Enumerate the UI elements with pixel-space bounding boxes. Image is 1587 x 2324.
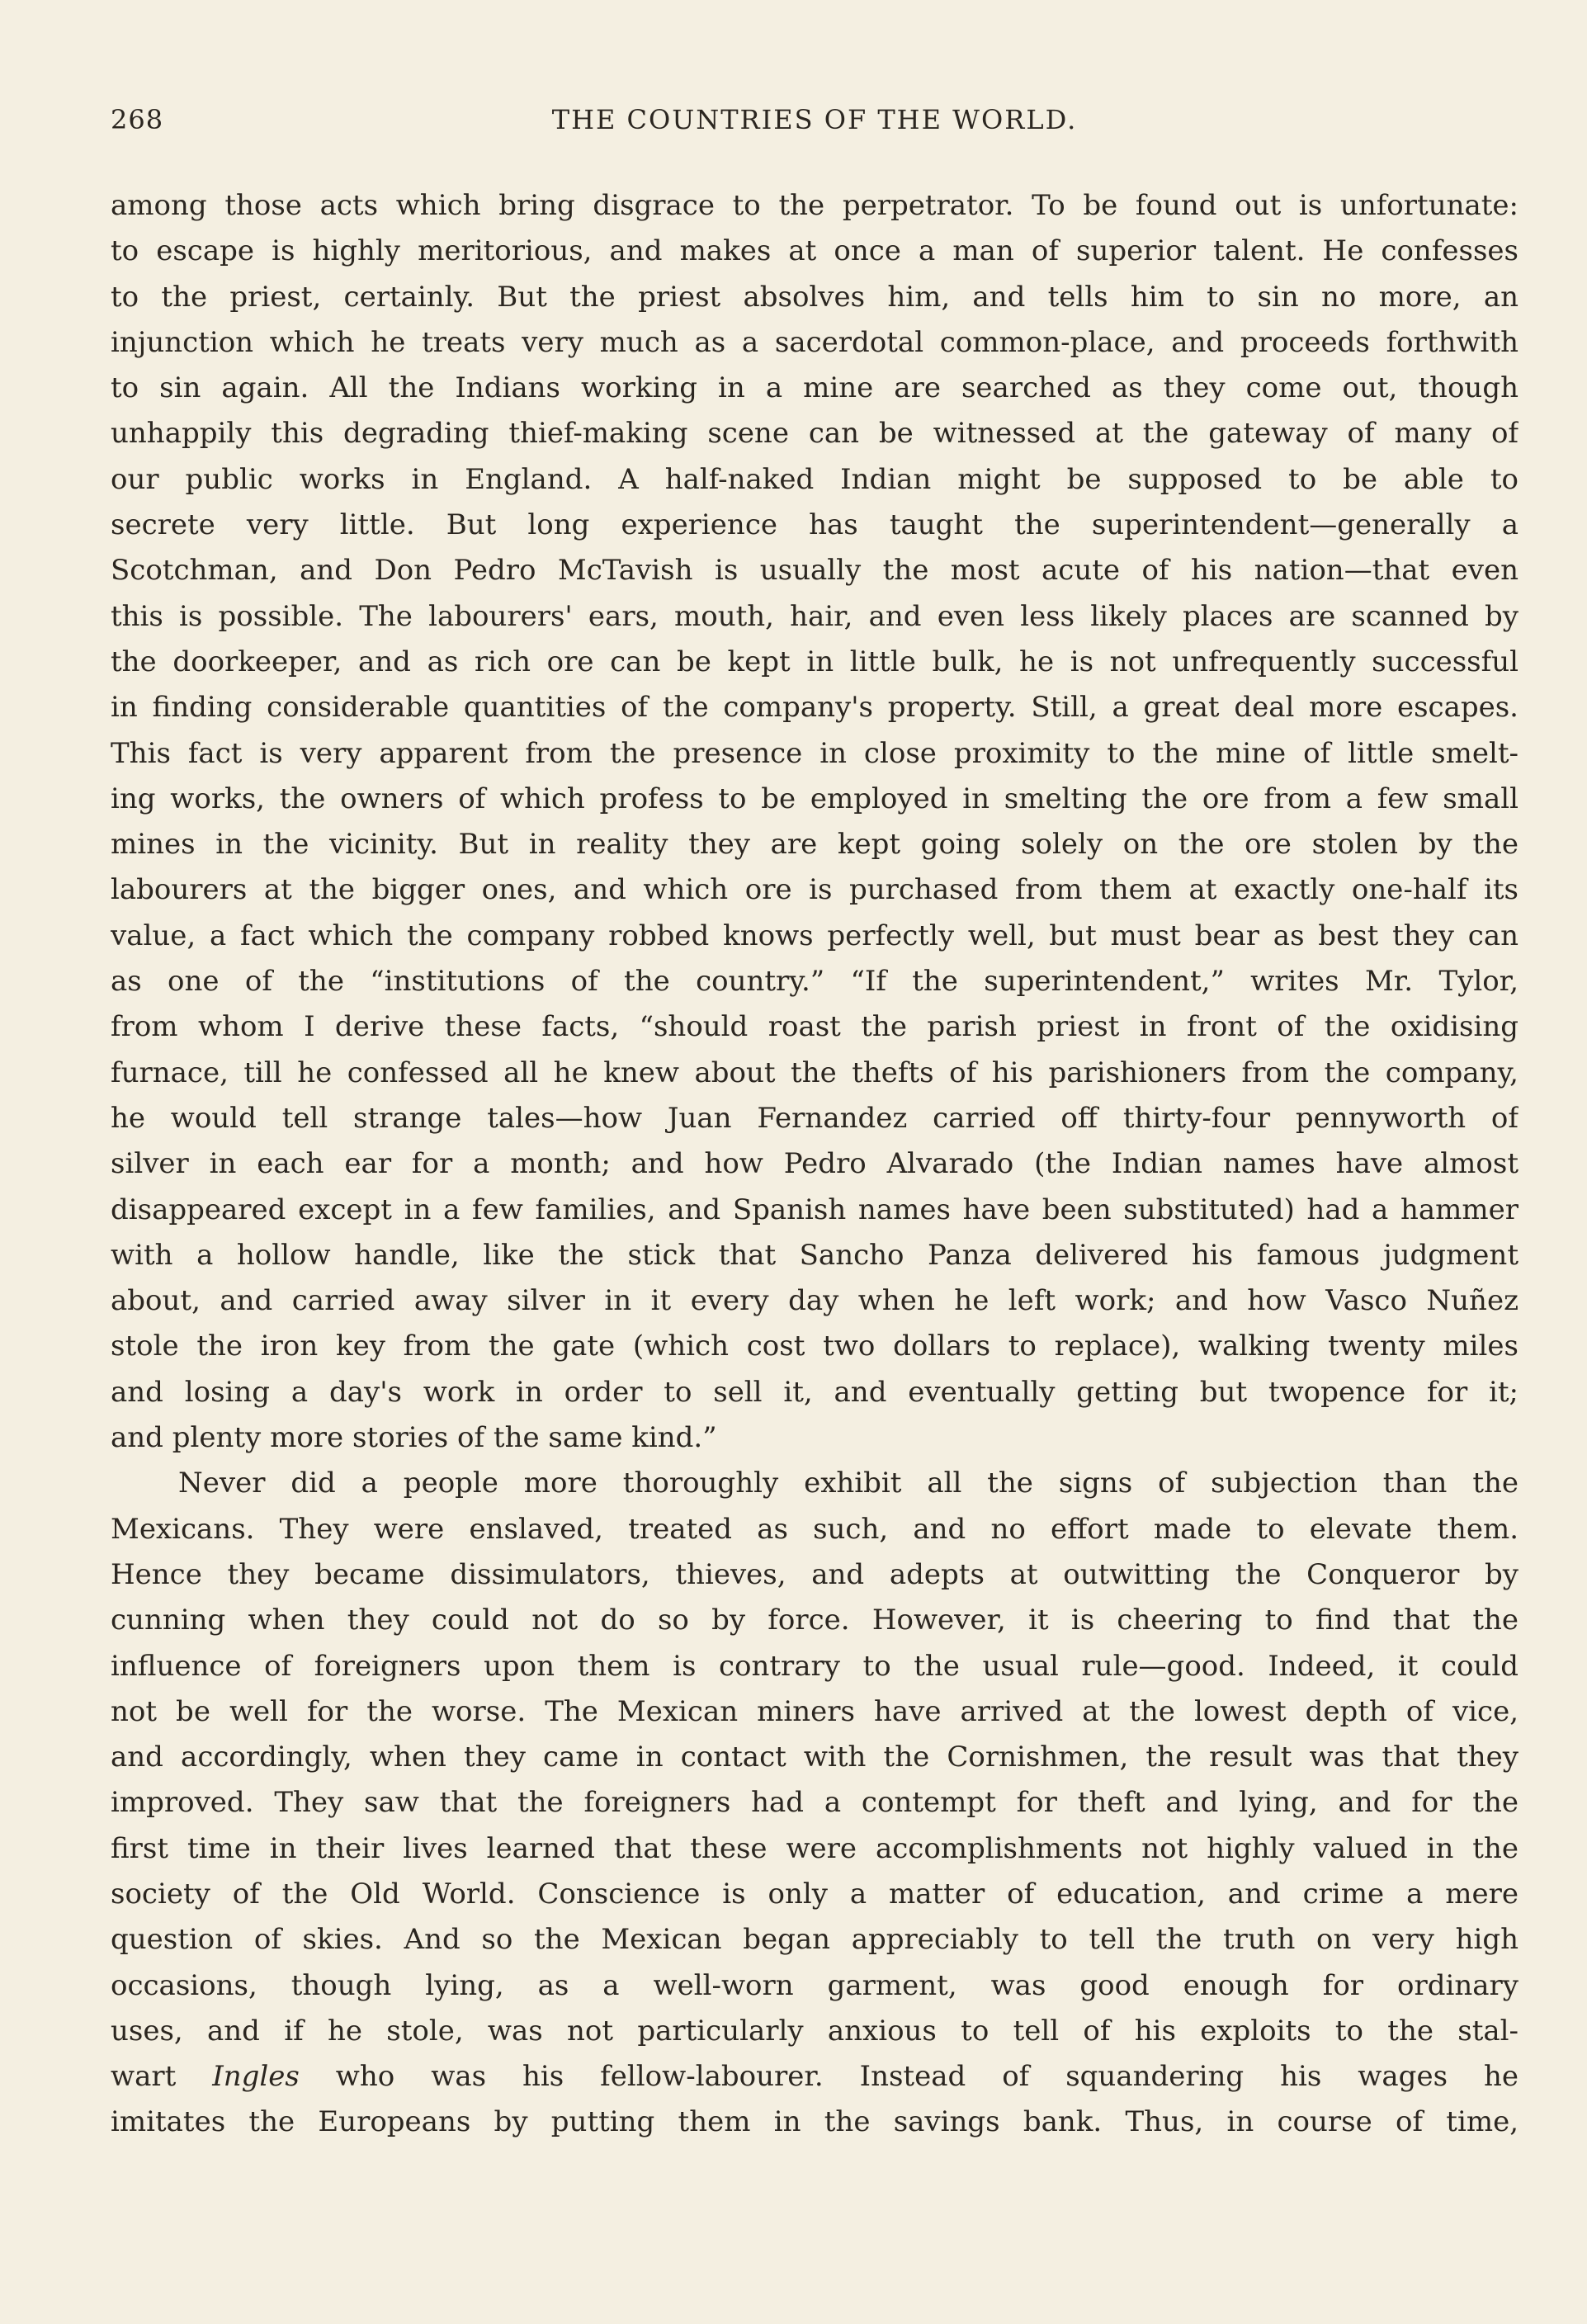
text-line: not be well for the worse. The Mexican miners have arrived at the lowest depth of vice, [111, 1694, 1519, 1728]
text-line: This fact is very apparent from the presence in close proximity to the mine of little smelt- [111, 736, 1519, 770]
text-line: as one of the “institutions of the country.” “If the superintendent,” writes Mr. Tylor, [111, 965, 1519, 999]
text-line: cunning when they could not do so by force. However, it is cheering to find that the [111, 1604, 1519, 1637]
text-line: about, and carried away silver in it every day when he left work; and how Vasco Nuñez [111, 1284, 1519, 1318]
text-line: and losing a day's work in order to sell it, and eventually getting but twopence for it; [111, 1375, 1519, 1409]
text-line: occasions, though lying, as a well-worn garment, was good enough for ordinary [111, 1968, 1519, 2002]
body-text [111, 183, 1519, 2146]
text-line: labourers at the bigger ones, and which ore is purchased from them at exactly one-half its [111, 873, 1519, 907]
text-line: society of the Old World. Conscience is only a matter of education, and crime a mere [111, 1877, 1519, 1911]
text-line: influence of foreigners upon them is contrary to the usual rule—good. Indeed, it could [111, 1649, 1519, 1683]
text-line: from whom I derive these facts, “should roast the parish priest in front of the oxidising [111, 1010, 1519, 1044]
text-line: to the priest, certainly. But the priest absolves him, and tells him to sin no more, an [111, 280, 1519, 314]
text-line: unhappily this degrading thief-making scene can be witnessed at the gateway of many of [111, 417, 1519, 451]
paragraph-2 [111, 1461, 1519, 2054]
text-line: among those acts which bring disgrace to the perpetrator. To be found out is unfortunate: [111, 189, 1519, 222]
text-line: our public works in England. A half-naked Indian might be supposed to be able to [111, 462, 1519, 496]
text-line: disappeared except in a few families, and Spanish names have been substituted) had a hammer [111, 1193, 1519, 1226]
page-number: 268 [111, 104, 164, 135]
text-line: secrete very little. But long experience has taught the superintendent—generally a [111, 508, 1519, 542]
text-line: mines in the vicinity. But in reality they are kept going solely on the ore stolen by the [111, 828, 1519, 862]
text-fragment: wart [111, 2060, 213, 2094]
text-line: Scotchman, and Don Pedro McTavish is usually the most acute of his nation—that even [111, 554, 1519, 588]
text-line: with a hollow handle, like the stick that Sancho Panza delivered his famous judgment [111, 1238, 1519, 1272]
text-line: to sin again. All the Indians working in a mine are searched as they come out, though [111, 371, 1519, 405]
text-line: in finding considerable quantities of the company's property. Still, a great deal more escapes. [111, 691, 1519, 725]
text-line: Hence they became dissimulators, thieves, and adepts at outwitting the Conqueror by [111, 1557, 1519, 1591]
text-line: furnace, till he confessed all he knew about the thefts of his parishioners from the company, [111, 1056, 1519, 1089]
text-line-final: imitates the Europeans by putting them in the savings bank. Thus, in course of time, [111, 2105, 1519, 2139]
text-line: Mexicans. They were enslaved, treated as such, and no effort made to elevate them. [111, 1512, 1519, 1546]
text-line: he would tell strange tales—how Juan Fernandez carried off thirty-four pennyworth of [111, 1101, 1519, 1135]
text-line: first time in their lives learned that these were accomplishments not highly valued in the [111, 1831, 1519, 1865]
page-header [111, 104, 1519, 144]
text-line: to escape is highly meritorious, and makes at once a man of superior talent. He confesses [111, 234, 1519, 268]
text-line: and plenty more stories of the same kind.” [111, 1421, 717, 1455]
text-line: Never did a people more thoroughly exhibit all the signs of subjection than the [178, 1467, 1519, 1500]
text-line: question of skies. And so the Mexican began appreciably to tell the truth on very high [111, 1923, 1519, 1957]
text-line: value, a fact which the company robbed knows perfectly well, but must bear as best they can [111, 919, 1519, 952]
text-line: improved. They saw that the foreigners had a contempt for theft and lying, and for the [111, 1786, 1519, 1820]
text-line: uses, and if he stole, was not particularly anxious to tell of his exploits to the stal- [111, 2014, 1519, 2048]
text-fragment: who was his fellow-labourer. Instead of squandering his wages he [299, 2060, 1519, 2094]
running-title: THE COUNTRIES OF THE WORLD. [551, 104, 1078, 135]
text-line: ing works, the owners of which profess to be employed in smelting the ore from a few small [111, 782, 1519, 815]
paragraph-1 [111, 183, 1519, 1461]
text-line: stole the iron key from the gate (which cost two dollars to replace), walking twenty miles [111, 1330, 1519, 1363]
text-line: the doorkeeper, and as rich ore can be kept in little bulk, he is not unfrequently successful [111, 645, 1519, 678]
italic-word: Ingles [212, 2060, 300, 2094]
text-line: injunction which he treats very much as a sacerdotal common-place, and proceeds forthwith [111, 325, 1519, 359]
text-line: this is possible. The labourers' ears, mouth, hair, and even less likely places are scanned by [111, 599, 1519, 633]
text-line: silver in each ear for a month; and how Pedro Alvarado (the Indian names have almost [111, 1147, 1519, 1181]
text-line: and accordingly, when they came in contact with the Cornishmen, the result was that they [111, 1741, 1519, 1774]
text-line-italic [111, 2054, 1519, 2100]
